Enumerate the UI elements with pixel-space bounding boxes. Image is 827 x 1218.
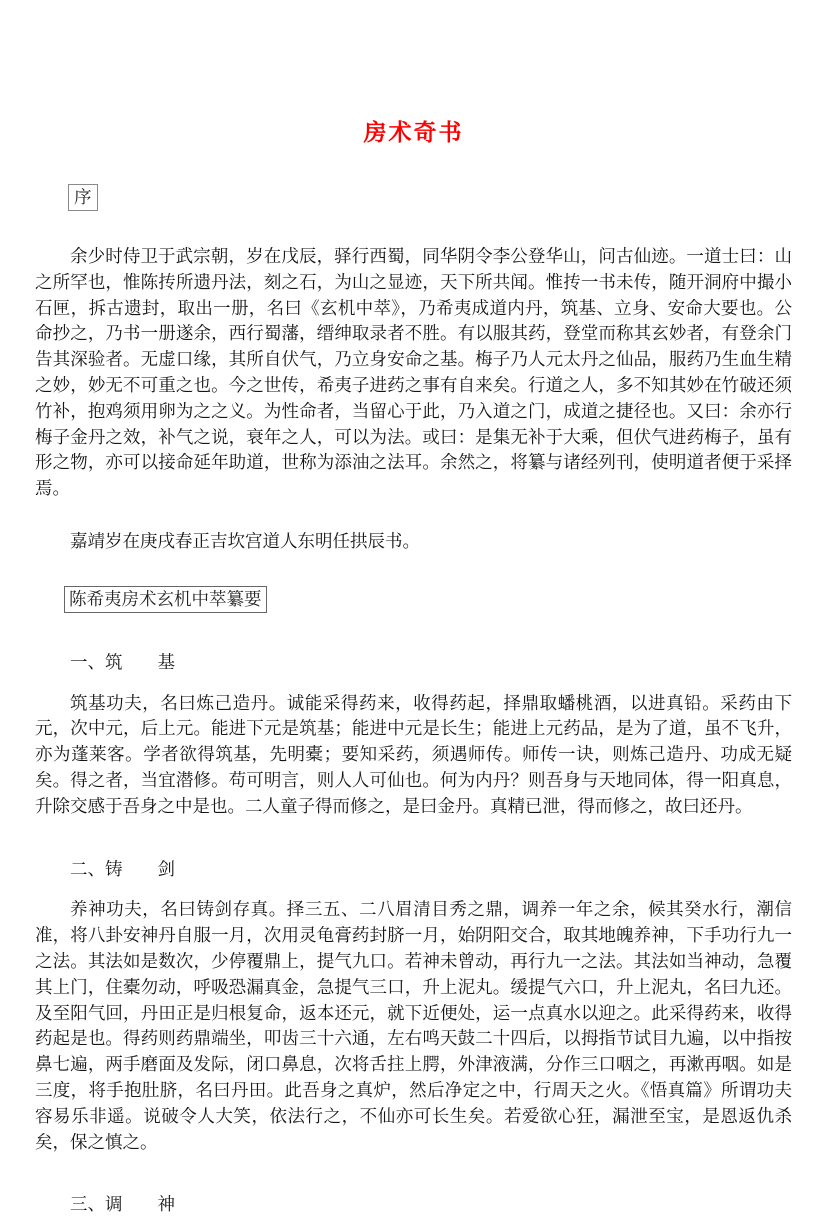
- preface-paragraph: 余少时侍卫于武宗朝，岁在戊辰，驿行西蜀，同华阴令李公登华山，问古仙迹。一道士曰：山之所罕也，惟陈抟所遗丹法，刻之石，为山之显迹，天下所共闻。惟抟一书未传，随开洞府中撮小石匣，拆古遗封，取出一册，名曰《玄机中萃》，乃希夷成道内丹，筑基、立身、安命大要也。公命抄之，乃书一册遂余，西行蜀藩，缙绅取录者不胜。有以服其药，登堂而称其玄妙者，有登余门告其深验者。无虚口缘，其所自伏气，乃立身安命之基。梅子乃人元太丹之仙品，服药乃生血生精之妙，妙无不可重之也。今之世传，希夷子进药之事有自来矣。行道之人，多不知其妙在竹破还须竹补，抱鸡须用卵为之之义。为性命者，当留心于此，乃入道之门，成道之捷径也。又曰：余亦行梅子金丹之效，补气之说，衰年之人，可以为法。或曰：是集无补于大乘，但伏气进药梅子，虽有形之物，亦可以接命延年助道，世称为添油之法耳。余然之，将纂与诸经列刊，使明道者便于采择焉。: [35, 246, 792, 499]
- preface-row: [35, 184, 792, 211]
- compendium-heading-row: [35, 586, 792, 613]
- section-heading-tiaoshen: 三、调 神: [70, 1194, 175, 1215]
- section-heading-zhuji: 一、筑 基: [70, 651, 175, 672]
- preface-label: 序: [68, 184, 98, 211]
- colophon-line: 嘉靖岁在庚戌春正吉坎宫道人东明任拱辰书。: [70, 530, 420, 551]
- section-heading-zhujian: 二、铸 剑: [70, 858, 175, 879]
- section-body-zhuji: 筑基功夫，名曰炼己造丹。诚能采得药来，收得药起，择鼎取蟠桃酒，以进真铅。采药由下元，次中元，后上元。能进下元是筑基；能进中元是长生；能进上元药品，是为了道，虽不飞升，亦为蓬莱客。学者欲得筑基，先明橐；要知采药，须遇师传。师传一诀，则炼己造丹、功成无疑矣。得之者，当宜潜修。苟可明言，则人人可仙也。何为内丹？则吾身与天地同体，得一阳真息，升除交感于吾身之中是也。二人童子得而修之，是曰金丹。真精已泄，得而修之，故曰还丹。: [35, 692, 792, 816]
- section-body-zhujian: 养神功夫，名曰铸剑存真。择三五、二八眉清目秀之鼎，调养一年之余，候其癸水行，潮信准，将八卦安神丹自服一月，次用灵龟膏药封脐一月，始阴阳交合，取其地魄养神，下手功行九一之法。其法如是数次，少停覆鼎上，提气九口。若神未曾动，再行九一之法。其法如当神动，急覆其上门，住橐勿动，呼吸恐漏真金，急提气三口，升上泥丸。缓提气六口，升上泥丸，名曰九还。及至阳气回，丹田正是归根复命，返本还元，就下近便处，运一点真水以迎之。此采得药来，收得药起是也。得药则药鼎端坐，叩齿三十六通，左右鸣天鼓二十四后，以拇指节试目九遍，以中指按鼻七遍，两手磨面及发际，闭口鼻息，次将舌拄上腭，外津液满，分作三口咽之，再漱再咽。如是三度，将手抱肚脐，名曰丹田。此吾身之真炉，然后净定之中，行周天之火。《悟真篇》所谓功夫容易乐非遥。说破令人大笑，依法行之，不仙亦可长生矣。若爱欲心狂，漏泄至宝，是恩返仇杀矣，保之慎之。: [35, 899, 792, 1152]
- page-title: 房术奇书: [363, 120, 464, 145]
- compendium-heading: 陈希夷房术玄机中萃纂要: [64, 586, 267, 613]
